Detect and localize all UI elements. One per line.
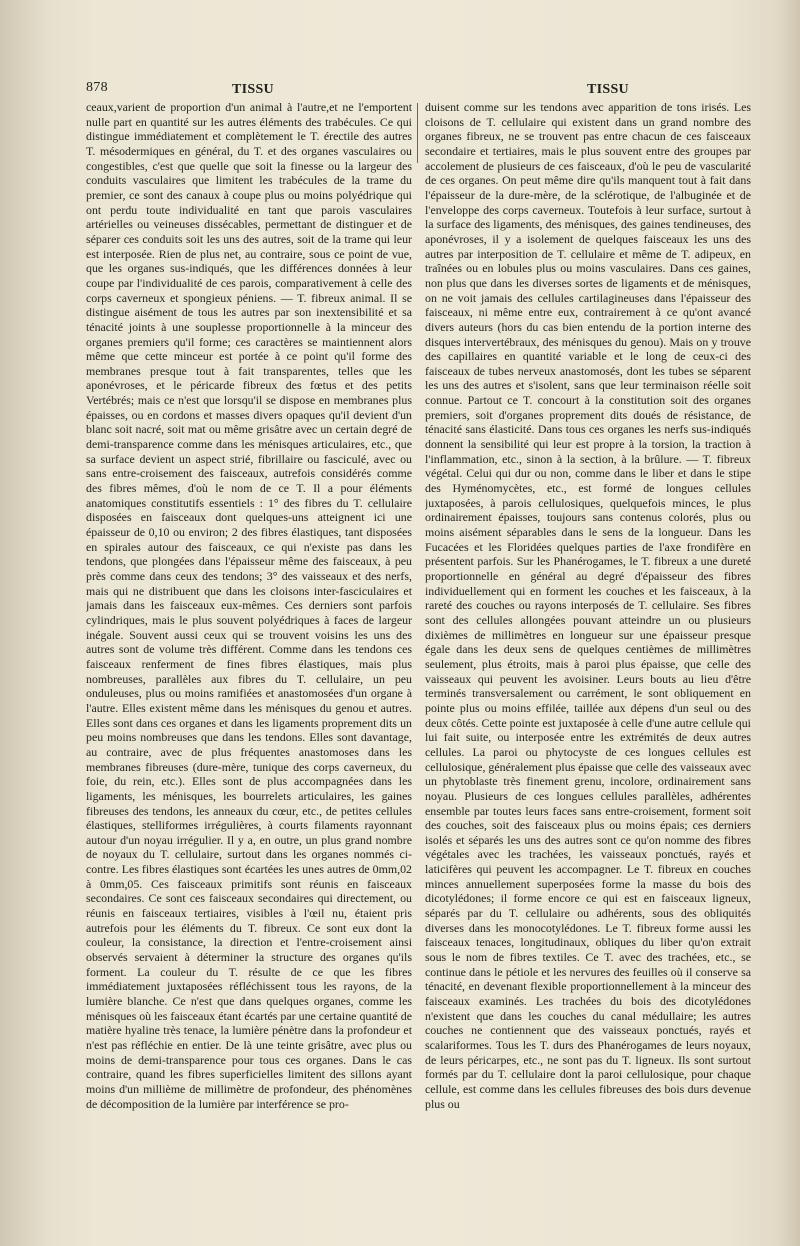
left-column <box>86 100 412 1195</box>
left-column-text: ceaux,varient de proportion d'un animal à l'autre,et ne l'emportent nulle part en quantité sur les autres éléments des trabécules. Ce qui distingue immédiatement et complètement le T. érectile des autres T. mésodermiques en général, du T. et des organes vasculaires ou congestibles, c'est que quelle que soit la finesse ou la largeur des conduits vasculaires que limitent les trabécules de la trame du premier, ce sont des canaux à coupe plus ou moins polyédrique qui ont perdu toute individualité en tant que parois vasculaires artérielles ou veineuses dissécables, permettant de distinguer et de séparer ces conduits soit les uns des autres, soit de la trame qui leur est interposée. Rien de plus net, au contraire, sous ce point de vue, que les organes sus-indiqués, que les différences données à leur coupe par l'individualité de ces parois, comparativement à celle des corps caverneux et spongieux péniens. — T. fibreux animal. Il se distingue aisément de tous les autres par son inextensibilité et sa ténacité joints à une souplesse proportionnelle à la minceur des organes premiers qu'il forme; ces caractères se maintiennent alors même que cette minceur est portée à ce point qu'il forme des membranes presque tout à fait transparentes, telles que les aponévroses, et le péricarde fibreux des fœtus et des petits Vertébrés; mais ce n'est que lorsqu'il se dispose en membranes plus épaisses, ou en cordons et masses divers opaques qu'il devient d'un blanc soit nacré, soit mat ou même grisâtre avec un certain degré de demi-transparence comme dans les ménisques articulaires, etc., que sa surface devient un aspect strié, fibrillaire ou fasciculé, avec ou sans entre-croisement des faisceaux, autrefois considérés comme des fibres mêmes, d'où le nom de ce T. Il a pour éléments anatomiques constitutifs essentiels : 1° des fibres du T. cellulaire disposées en faisceaux dont quelques-uns atteignent ici une épaisseur de 0,10 ou environ; 2 des fibres élastiques, tant disposées en spirales autour des faisceaux, ce qui n'existe pas dans les tendons, que plongées dans l'épaisseur même des faisceaux, à peu près comme dans ceux des tendons; 3° des vaisseaux et des nerfs, mais qui ne distribuent que dans les cloisons inter-fasciculaires et jamais dans les faisceaux eux-mêmes. Ces derniers sont parfois cylindriques, mais le plus souvent polyédriques à faces de largeur inégale. Souvent aussi ceux qui se trouvent voisins les uns des autres sont de volume très différent. Comme dans les tendons ces faisceaux renferment de fines fibres élastiques, mais plus nombreuses, parallèles aux fibres du T. cellulaire, un peu onduleuses, plus ou moins ramifiées et anastomosées d'un organe à l'autre. Elles existent même dans les ménisques du genou et autres. Elles sont dans ces organes et dans les ligaments proprement dits un peu moins nombreuses que dans les tendons. Elles sont davantage, au contraire, avec de plus fréquentes anastomoses dans les membranes fibreuses (dure-mère, tunique des corps caverneux, du foie, du rein, etc.). Elles sont de plus accompagnées dans les ligaments, les ménisques, les bourrelets articulaires, les gaines fibreuses des tendons, les anneaux du cœur, etc., de petites cellules élastiques, stelliformes irrégulières, à courts filaments rayonnant autour d'un noyau irrégulier. Il y a, en outre, un plus grand nombre de noyaux du T. cellulaire, surtout dans les organes nommés ci-contre. Les fibres élastiques sont écartées les unes autres de 0mm,02 à 0mm,05. Ces faisceaux primitifs sont réunis en faisceaux secondaires. Ce sont ces faisceaux secondaires qui directement, ou réunis en faisceaux tertiaires, visibles à l'œil nu, étaient pris autrefois pour les éléments du T. fibreux. Ce sont eux dont la couleur, la consistance, la direction et l'entre-croisement ainsi observés servaient à déterminer la structure des organes qu'ils forment. La couleur du T. résulte de ce que les fibres immédiatement juxtaposées réfléchissent tous les rayons, de la lumière blanche. Ce n'est que dans quelques organes, comme les ménisques où les faisceaux étant écartés par une certaine quantité de matière hyaline très tenace, la lumière pénètre dans la profondeur et n'est pas réfléchie en entier. De là une teinte grisâtre, avec plus ou moins de demi-transparence pour tous ces organes. Dans le cas contraire, quand les fibres superficielles limitent des sillons ayant moins d'un millième de millimètre de profondeur, des phénomènes de décomposition de la lumière par interférence se pro- <box>86 100 412 1111</box>
page-number: 878 <box>86 80 108 95</box>
column-rule <box>417 103 418 163</box>
running-head-left: TISSU <box>232 82 274 97</box>
right-column <box>425 100 751 1195</box>
right-column-text: duisent comme sur les tendons avec apparition de tons irisés. Les cloisons de T. cellulaire qui existent dans un grand nombre des organes fibreux, ne se trouvent pas entre chacun de ces faisceaux secondaire et tertiaires, mais le plus souvent entre des groupes par accolement de plusieurs de ces faisceaux, d'où le peu de vascularité de ces organes. On peut même dire qu'ils manquent tout à fait dans l'épaisseur de la dure-mère, de la sclérotique, de l'albuginée et de l'enveloppe des corps caverneux. Toutefois à leur surface, surtout à la surface des ligaments, des ménisques, des gaines tendineuses, des aponévroses, il y a isolement de quelques faisceaux les uns des autres par interposition de T. cellulaire et même de T. adipeux, en traînées ou en lobules plus ou moins vasculaires. Dans ces gaines, non plus que dans les diverses sortes de ligaments et de ménisques, on ne voit jamais des cellules cartilagineuses dans l'épaisseur des faisceaux, ni même entre eux, contrairement à ce qu'ont avancé divers auteurs (hors du cas bien entendu de la portion interne des disques intervertébraux, des ménisques du genou). Mais on y trouve des capillaires en quantité variable et le long de ceux-ci des faisceaux de tubes nerveux anastomosés, dont les tubes se séparent les uns des autres et s'isolent, sans que leur terminaison réelle soit connue. Partout ce T. concourt à la constitution soit des organes premiers, soit d'organes proprement dits doués de résistance, de ténacité sans élasticité. Dans tous ces organes les nerfs sus-indiqués donnent la sensibilité qui leur est propre à la torsion, la traction à l'inflammation, etc., sinon à la section, à la brûlure. — T. fibreux végétal. Celui qui dur ou non, comme dans le liber et dans le stipe des Hyménomycètes, etc., est formé de longues cellules juxtaposées, à parois cellulosiques, quelquefois minces, le plus ordinairement épaisses, toujours sans contenus colorés, plus ou moins aisément séparables dans le sens de la longueur. Dans les Fucacées et les Floridées quelques parties de l'axe frondifère en présentent parfois. Sur les Phanérogames, le T. fibreux a une dureté proportionnelle en général au degré d'épaisseur des fibres individuellement qui en forment les couches et les faisceaux, à la rareté des couches ou rayons interposés de T. cellulaire. Ses fibres sont des cellules allongées pouvant atteindre un ou plusieurs dixièmes de millimètres en longueur sur une épaisseur presque égale dans les deux sens de quelques centièmes de millimètres seulement, plus étroits, mais à paroi plus épaisse, que celle des vaisseaux qui peuvent les avoisiner. Leurs bouts au lieu d'être terminés transversalement ou carrément, le sont obliquement en pointe plus ou moins effilée, taillée aux dépens d'un seul ou des deux côtés. Cette pointe est juxtaposée à celle d'une autre cellule qui lui fait suite, ou interposée entre les extrémités de deux autres cellules. La paroi ou phytocyste de ces longues cellules est cellulosique, généralement plus épaisse que celle des vaisseaux avec un phytoblaste très finement grenu, incolore, ordinairement sans noyau. Plusieurs de ces longues cellules parallèles, adhérentes ensemble par toutes leurs faces sans entre-croisement, forment soit des couches, soit des faisceaux plus ou moins épais; ces derniers isolés et séparés les uns des autres sont ce qu'on nomme des fibres végétales avec les trachées, les vaisseaux ponctués, rayés et laticifères qui peuvent les accompagner. Le T. fibreux en couches minces annuellement superposées forme la masse du bois des dicotylédones; il forme encore ce qui est en faisceaux ligneux, séparés par du T. cellulaire ou adhérents, sous des obliquités diverses dans les monocotylédones. Le T. fibreux forme aussi les faisceaux tenaces, longitudinaux, obliques du liber qu'on extrait sous le nom de fibres textiles. Ce T. avec des trachées, etc., se continue dans le pétiole et les nervures des feuilles où il conserve sa ténacité, en devenant flexible proportionnellement à la minceur des faisceaux examinés. Les trachées du bois des dicotylédones n'existent que dans les couches du canal médullaire; les autres couches ne contiennent que des vaisseaux ponctués, rayés et scalariformes. Tous les T. durs des Phanérogames de leurs noyaux, de leurs péricarpes, etc., ne sont pas du T. ligneux. Ils sont surtout formés par du T. cellulaire dont la paroi cellulosique, pour chaque cellule, est comme dans les cellules fibreuses des bois durs devenue plus ou <box>425 100 751 1111</box>
running-head-right: TISSU <box>587 82 629 97</box>
